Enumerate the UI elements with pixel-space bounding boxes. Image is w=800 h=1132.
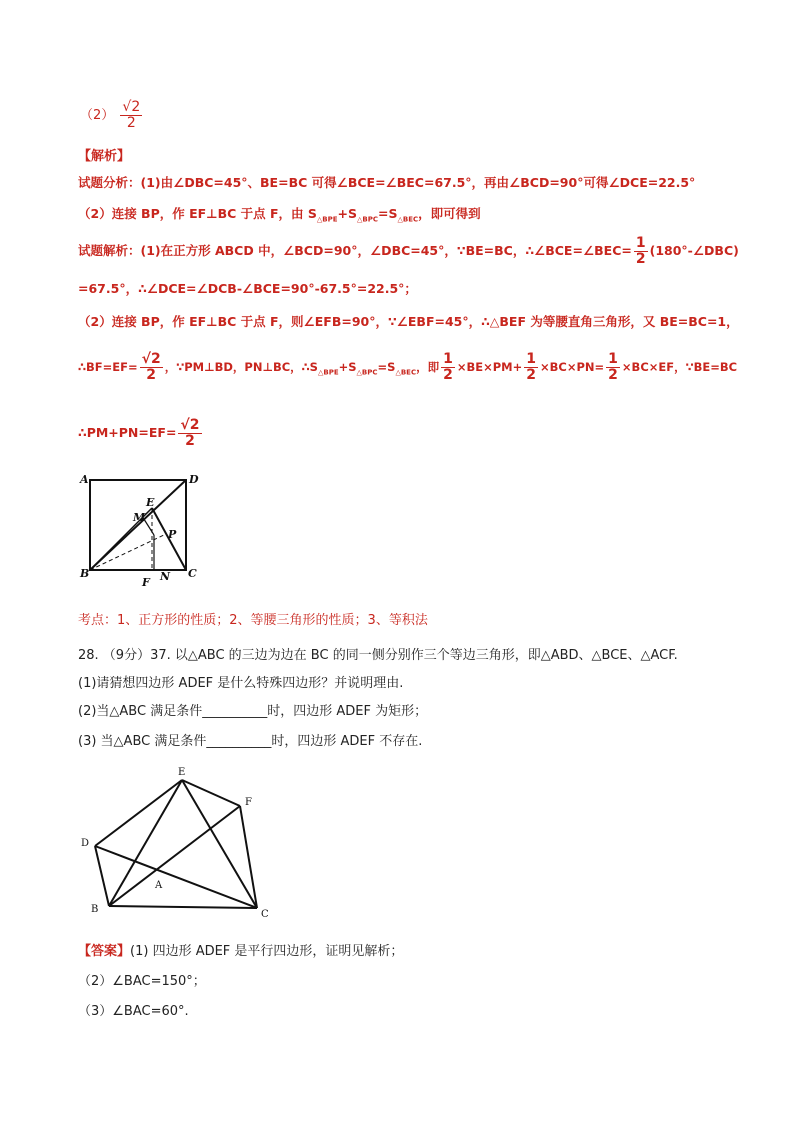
figure-adef xyxy=(75,760,285,930)
dashed-bp xyxy=(90,534,166,570)
analysis-line-1: 试题分析：(1)由∠DBC=45°、BE=BC 可得∠BCE=∠BEC=67.5°，再由∠BCD=90°可得∠DCE=22.5° xyxy=(78,175,696,190)
analysis-line-3: 试题解析：(1)在正方形 ABCD 中，∠BCD=90°，∠DBC=45°，∵BE=BC，∴∠BCE=∠BEC= $\frac{1}{2}$ (180°-∠DBC) xyxy=(78,235,739,267)
label-e: E xyxy=(178,767,186,778)
label-p: P xyxy=(168,528,177,541)
label-m: M xyxy=(133,511,146,524)
label-c: C xyxy=(261,909,269,920)
analysis-line-5: （2）连接 BP，作 EF⊥BC 于点 F，则∠EFB=90°，∵∠EBF=45°，∴△BEF 为等腰直角三角形，又 BE=BC=1， xyxy=(78,314,739,329)
fraction-numerator: √2 xyxy=(122,99,141,115)
label-d: D xyxy=(189,473,199,486)
analysis-line-2: （2）连接 BP，作 EF⊥BC 于点 F，由 $S_{\triangle BPE}+S_{\triangle BPC}=S_{\triangle BEC}$，即可得到 xyxy=(78,206,481,224)
segment-be xyxy=(109,780,182,906)
label-b: B xyxy=(80,567,90,580)
prev-answer-prefix: （2） xyxy=(80,108,115,123)
q28-stem: 28. （9分）37. 以△ABC 的三边为边在 BC 的同一侧分别作三个等边三角形，即△ABD、△BCE、△ACF. xyxy=(78,648,678,663)
answer-line-2: （2）∠BAC=150°； xyxy=(78,974,206,989)
q28-part2: (2)当△ABC 满足条件__________时，四边形 ADEF 为矩形； xyxy=(78,704,428,719)
segment-de xyxy=(95,780,182,846)
analysis-line-4: =67.5°，∴∠DCE=∠DCB-∠BCE=90°-67.5°=22.5°； xyxy=(78,281,417,296)
analysis-header: 【解析】 xyxy=(78,149,131,164)
label-c: C xyxy=(188,567,197,580)
kaodian-line: 考点：1、正方形的性质；2、等腰三角形的性质；3、等积法 xyxy=(78,613,428,628)
label-b: B xyxy=(91,904,99,915)
figure-square-abcd xyxy=(78,470,208,590)
segment-db xyxy=(95,846,109,906)
analysis-line-7: ∴PM+PN=EF= $\frac{√2}{2}$ xyxy=(78,417,200,449)
prev-answer-2 xyxy=(80,100,144,131)
label-f: F xyxy=(245,797,252,808)
answer-line-3: （3）∠BAC=60°. xyxy=(78,1004,189,1019)
segment-bc xyxy=(109,906,257,908)
label-d: D xyxy=(81,838,90,849)
sqrt2-over-2 xyxy=(120,100,142,131)
fraction-denominator: 2 xyxy=(126,115,136,131)
analysis-line-6: ∴BF=EF= $\frac{√2}{2}$ ，∵PM⊥BD，PN⊥BC，$\therefore S_{\triangle BPE}+S_{\triangle BPC}=S_{\triangle BEC}$，即 $\frac{1}{2}$ ×BE×PM+ $\frac{1}{2}$ ×BC×PN= $\frac{1}{2}$ ×BC×EF，∵BE=BC xyxy=(78,351,738,383)
label-a: A xyxy=(80,473,89,486)
label-a: A xyxy=(155,880,163,891)
answer-tag: 【答案】 xyxy=(78,944,131,959)
label-n: N xyxy=(160,570,171,583)
q28-part1: (1)请猜想四边形 ADEF 是什么特殊四边形？并说明理由. xyxy=(78,676,404,691)
label-e: E xyxy=(146,496,155,509)
label-f: F xyxy=(142,576,150,589)
answer-line-1: 【答案】(1) 四边形 ADEF 是平行四边形，证明见解析； xyxy=(78,944,404,959)
q28-part3: (3) 当△ABC 满足条件__________时，四边形 ADEF 不存在. xyxy=(78,734,423,749)
